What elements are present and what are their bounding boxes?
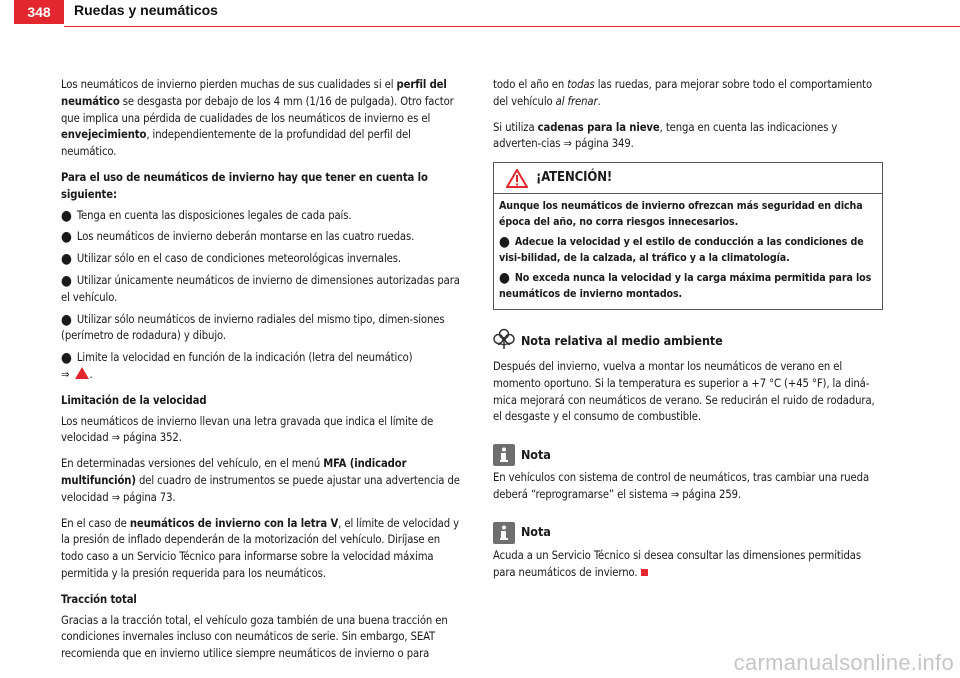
environment-title: Nota relativa al medio ambiente: [521, 333, 723, 349]
list-item: [499, 234, 877, 266]
note-text: [493, 548, 883, 582]
text: del cuadro de instrumentos se puede ajustar una advertencia de velocidad ⇒ página 73.: [61, 473, 460, 504]
warning-box: [493, 162, 883, 310]
header-rule: [64, 26, 960, 27]
warning-title: ¡ATENCIÓN!: [536, 169, 613, 185]
note-title: Nota: [521, 524, 551, 540]
all-season-text: [493, 77, 883, 111]
list-item: [61, 251, 461, 268]
warning-header: [494, 163, 882, 194]
left-column: [61, 77, 461, 672]
text: .: [89, 367, 93, 381]
bullet-icon: ●: [61, 311, 72, 328]
note-text: En vehículos con sistema de control de neumáticos, tras cambiar una rueda deberá “reprogramarse” el sistema ⇒ página 259.: [493, 471, 870, 501]
text: En determinadas versiones del vehículo, en el menú: [61, 457, 324, 471]
warning-intro: Aunque los neumáticos de invierno ofrezcan más seguridad en dicha época del año, no corra riesgos innecesarios.: [499, 200, 863, 229]
text: se desgasta por debajo de los 4 mm (1/16 de pulgada). Otro factor que implica una pérdida de cualidades de los neumáticos de invierno es el: [61, 94, 454, 125]
environment-text: Después del invierno, vuelva a montar los neumáticos de verano en el momento oportuno. Si la temperatura es superior a +7 °C (+45 °F), la diná-mica mejorará con neumáticos de verano. Se reducirán el ruido de rodadura, el desgaste y el consumo de combustible.: [493, 359, 875, 424]
watermark: carmanualsonline.info: [733, 650, 954, 675]
warning-body: [494, 194, 882, 309]
page-header: [0, 0, 960, 30]
list-item-text: Adecue la velocidad y el estilo de conducción a las condiciones de visi-bilidad, de la calzada, al tráfico y a la climatología.: [499, 236, 864, 265]
usage-lead: Para el uso de neumáticos de invierno hay que tener en cuenta lo siguiente:: [61, 170, 428, 201]
note-info-icon: [493, 444, 515, 466]
section-title: Ruedas y neumáticos: [74, 2, 218, 18]
list-item: [61, 229, 461, 246]
arrow-icon: ⇒: [61, 367, 70, 381]
traction-heading: Tracción total: [61, 592, 137, 606]
list-item-text: Utilizar sólo en el caso de condiciones meteorológicas invernales.: [76, 252, 402, 266]
list-item-text: Tenga en cuenta las disposiciones legales de cada país.: [76, 208, 352, 222]
list-item-text: Utilizar únicamente neumáticos de invierno de dimensiones autorizadas para el vehículo.: [61, 273, 460, 304]
end-of-section-marker: [641, 569, 648, 576]
warning-triangle-icon[interactable]: [75, 367, 89, 379]
usage-list: [61, 208, 461, 384]
text: , tenga en cuenta las indicaciones y adverten-cias ⇒ página 349.: [493, 120, 838, 151]
text: Si utiliza: [493, 120, 538, 134]
bullet-icon: ●: [499, 270, 510, 287]
page-number: 348: [14, 0, 64, 24]
list-item: [499, 270, 877, 302]
term-mfa: MFA (indicador multifunción): [61, 457, 407, 487]
note-title: Nota: [521, 446, 551, 462]
text: , el límite de velocidad y la presión de inflado dependerán de la motorización del vehículo. Diríjase en todo caso a un Servicio Técnico para informarse sobre la velocidad máxima permitida y la presión requerida para los neumáticos.: [61, 516, 459, 580]
text: las ruedas, para mejorar sobre todo el comportamiento del vehículo: [493, 78, 873, 108]
list-item-text: Utilizar sólo neumáticos de invierno radiales del mismo tipo, dimen-siones (perímetro de rodadura) y dibujo.: [61, 312, 445, 343]
list-item-text: Los neumáticos de invierno deberán montarse en las cuatro ruedas.: [76, 230, 415, 244]
text: todo el año en: [493, 78, 568, 91]
bullet-icon: ●: [61, 251, 72, 268]
text: Acuda a un Servicio Técnico si desea consultar las dimensiones permitidas para neumáticos de invierno.: [493, 548, 861, 579]
note-info-icon: [493, 522, 515, 544]
bullet-icon: ●: [61, 207, 72, 224]
right-column: [493, 77, 883, 590]
traction-text: Gracias a la tracción total, el vehículo goza también de una buena tracción en condiciones invernales incluso con neumáticos de serie. Sin embargo, SEAT recomienda que en invierno utilice siempre neumáticos de invierno o para: [61, 613, 448, 661]
text: , independientemente de la profundidad del perfil del neumático.: [61, 128, 411, 159]
emphasis: todas: [567, 78, 595, 91]
bullet-icon: ●: [61, 272, 72, 289]
speed-text: Los neumáticos de invierno llevan una letra gravada que indica el límite de velocidad ⇒ página 352.: [61, 414, 434, 445]
mfa-text: [61, 456, 461, 506]
emphasis: al frenar: [555, 94, 598, 108]
bullet-icon: ●: [499, 234, 510, 251]
term-tread: perfil del neumático: [61, 78, 447, 108]
term-chains: cadenas para la nieve: [537, 120, 660, 134]
term-v-tire: neumáticos de invierno con la letra V: [129, 516, 339, 530]
snow-chains-text: [493, 120, 883, 154]
list-item-text: No exceda nunca la velocidad y la carga máxima permitida para los neumáticos de invierno montados.: [499, 272, 872, 301]
text: .: [597, 94, 601, 108]
warning-triangle-icon: [506, 169, 528, 188]
environment-flower-icon: [493, 328, 515, 355]
environment-heading: [493, 328, 883, 355]
text: Los neumáticos de invierno pierden muchas de sus cualidades si el: [61, 78, 397, 91]
list-item: [61, 312, 461, 346]
bullet-icon: ●: [61, 350, 72, 367]
list-item: [61, 208, 461, 225]
text: En el caso de: [61, 516, 130, 530]
v-tire-text: [61, 516, 461, 583]
term-aging: envejecimiento: [61, 128, 147, 142]
bullet-icon: ●: [61, 229, 72, 246]
list-item: [61, 273, 461, 307]
list-item-text: Limite la velocidad en función de la indicación (letra del neumático): [76, 351, 413, 365]
note-heading: [493, 522, 883, 544]
speed-heading: Limitación de la velocidad: [61, 393, 207, 407]
note-heading: [493, 444, 883, 466]
winter-tire-intro: [61, 77, 461, 161]
list-item: [61, 350, 461, 384]
